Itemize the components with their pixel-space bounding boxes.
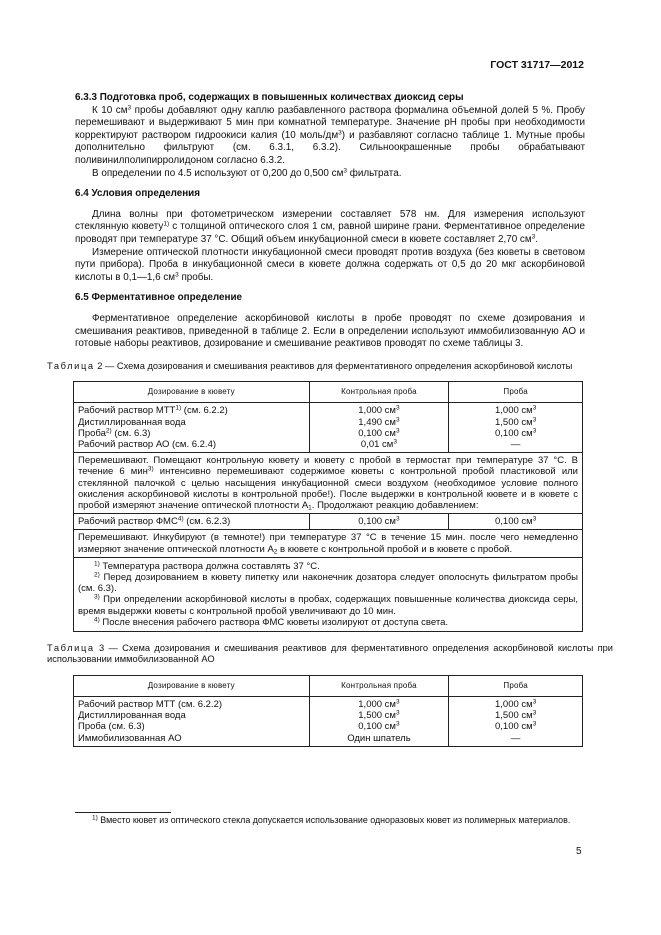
text: 0,100 см	[358, 427, 396, 439]
column-header: Проба	[449, 675, 583, 696]
text: 1,490 см	[358, 416, 396, 428]
sample-values-cell	[449, 696, 583, 746]
column-header: Дозирование в кювету	[74, 675, 310, 696]
footnote-marker: 4)	[94, 616, 100, 624]
dosing-item: Иммобилизованная АО	[78, 732, 182, 744]
subscript: 1	[308, 504, 312, 512]
dosing-item: Рабочий раствор МТТ (см. 6.2.2)	[78, 698, 223, 710]
value	[314, 417, 445, 428]
superscript: 3	[532, 709, 537, 717]
table-3	[73, 675, 583, 747]
text: пробы добавляют одну каплю разбавленного раствора формалина объемной долей 5 %. Пробу перемешивают и выдерживают 5 мин при комнатной температуре. Значение pH пробы при необходимости корректируют раствором гидроокиси калия (10 моль/дм	[75, 104, 585, 141]
paragraph	[75, 247, 585, 285]
text: Проба	[78, 427, 106, 439]
value	[314, 699, 445, 710]
dosing-cell	[74, 696, 310, 746]
value: —	[510, 732, 521, 744]
superscript: 3	[395, 709, 400, 717]
superscript: 3	[532, 404, 537, 412]
footnote-marker: 1)	[94, 560, 100, 568]
text: Перемешивают. Инкубируют (в темноте!) при температуре 37 °С в течение 15 мин. после чего немедленно измеряют значение оптической плотности А	[78, 532, 578, 555]
superscript: 3	[532, 515, 537, 523]
text: 0,01 см	[360, 438, 394, 450]
footnote-ref: 1)	[163, 220, 170, 228]
mixing-instruction-cell	[74, 453, 583, 514]
value	[314, 405, 445, 416]
text: 0,100 см	[494, 427, 533, 439]
value	[453, 699, 578, 710]
table-2	[73, 381, 583, 632]
paragraph	[75, 105, 585, 168]
text: Перемешивают. Помещают контрольную кювету и кювету с пробой в термостат при температуре 37 °С. В течение 6 мин	[78, 455, 578, 478]
page-footnote	[75, 815, 585, 827]
value	[314, 710, 445, 721]
text: пробы.	[178, 271, 214, 283]
text: 1,500 см	[494, 710, 533, 722]
text: . Продолжают реакцию добавлением:	[311, 499, 479, 511]
value: —	[510, 438, 521, 450]
text: Перед дозированием в кювету пипетку или наконечник дозатора следует ополоснуть фильтратом пробы (см. 6.3).	[78, 571, 578, 595]
superscript: 3	[395, 416, 400, 423]
dosing-cell	[74, 514, 310, 530]
dosing-item: Дистиллированная вода	[78, 710, 186, 722]
dosing-item	[78, 428, 305, 439]
value	[453, 417, 578, 428]
paragraph	[75, 168, 585, 181]
superscript: 3	[532, 416, 537, 423]
table-header-row	[74, 382, 583, 403]
text: .	[535, 233, 539, 245]
superscript: 3	[338, 129, 342, 137]
text: Температура раствора должна составлять 37 °С.	[99, 560, 320, 572]
table-row	[74, 696, 583, 746]
superscript: 3	[532, 698, 537, 706]
footnote-marker: 1)	[92, 814, 98, 822]
table-3-caption	[47, 643, 613, 666]
text: Вместо кювет из оптического стекла допускается использование одноразовых кювет из полимерных материалов.	[97, 815, 571, 825]
superscript: 3	[393, 438, 397, 446]
table-note	[78, 617, 578, 628]
control-values-cell	[309, 696, 449, 746]
caption-text: 2 — Схема дозирования и смешивания реактивов для ферментативного определения аскорбиновой кислоты	[94, 360, 573, 371]
superscript: 3	[395, 404, 400, 412]
text: (см. 6.2.2)	[181, 405, 228, 417]
column-header: Проба	[449, 382, 583, 403]
table-label: Таблица	[47, 642, 95, 653]
text: Длина волны при фотометрическом измерении составляет 578 нм. Для измерения используют стеклянную кювету	[75, 208, 585, 233]
table-row	[74, 403, 583, 453]
text: 1,500 см	[358, 710, 396, 722]
superscript: 3	[532, 427, 537, 435]
superscript: 3	[395, 720, 400, 728]
text: фильтрата.	[347, 167, 402, 179]
text: 0,100 см	[494, 516, 533, 528]
text: 1,500 см	[494, 416, 533, 428]
text: ) и разбавляют согласно таблице 1. Мутные пробы дополнительно фильтруют (см. 6.3.1, 6.3.2). Сильноокрашенные пробы обрабатывают поливинилполипирролидоном согласно 6.3.2.	[75, 129, 585, 166]
caption-text: 3 — Схема дозирования и смешивания реактивов для ферментативного определения аскорбиновой кислоты при использовании иммобилизованной АО	[47, 642, 613, 665]
text: 0,100 см	[358, 721, 396, 733]
text: (см. 6.2.3)	[183, 516, 231, 528]
superscript: 3	[531, 233, 536, 241]
value	[453, 721, 578, 732]
footnote-ref: 2)	[105, 427, 112, 435]
column-header: Контрольная проба	[309, 382, 449, 403]
text: К 10 см	[92, 104, 128, 116]
superscript: 3	[395, 515, 400, 523]
superscript: 3	[395, 427, 400, 435]
column-header: Дозирование в кювету	[74, 382, 310, 403]
sample-values-cell	[449, 403, 583, 453]
table-header-row	[74, 675, 583, 696]
superscript: 3	[343, 167, 347, 175]
dosing-item	[78, 405, 305, 416]
document-header: ГОСТ 31717—2012	[490, 59, 584, 71]
footnote-ref: 1)	[175, 404, 182, 412]
text: Измерение оптической плотности инкубационной смеси проводят против воздуха (без кюветы в световом пути прибора). Проба в инкубационной смеси в кювете должна содержать от 0,5 до 20 мкг аскорбиновой кислоты в 0,1—1,6 см	[75, 246, 585, 283]
paragraph: Ферментативное определение аскорбиновой кислоты в пробе проводят по схеме дозирования и смешивания реактивов, приведенной в таблице 2. Если в определении используют иммобилизованную АО и готовые наборы реактивов, дозирование и смешивание реактивов проводят по схеме таблицы 3.	[75, 312, 585, 350]
text: Рабочий раствор МТТ	[78, 405, 176, 417]
text: в кювете с контрольной пробой и в кювете с пробой.	[277, 543, 513, 555]
dosing-cell	[74, 403, 310, 453]
paragraph	[75, 209, 585, 247]
table-note	[78, 594, 578, 616]
table-row	[74, 453, 583, 514]
text: 0,100 см	[494, 721, 533, 733]
column-header: Контрольная проба	[309, 675, 449, 696]
superscript: 3	[175, 271, 179, 279]
footnote-divider	[75, 812, 171, 813]
page-number: 5	[576, 846, 582, 857]
page-body	[47, 92, 613, 747]
table-2-caption	[47, 361, 613, 372]
superscript: 3	[532, 720, 537, 728]
footnote-ref: 4)	[177, 515, 184, 523]
subscript: 2	[273, 548, 278, 556]
text: 1,000 см	[358, 405, 396, 417]
text: интенсивно перемешивают содержимое кюветы с контрольной пробой пластиковой или стеклянной палочкой с целью насыщения инкубационной смеси воздухом (необходимое условие полного окисления аскорбиновой кислоты в контрольной пробе!). После выдержки в контрольной кювете и в кювете с пробой измеряют значение оптической плотности А	[78, 466, 578, 511]
table-row	[74, 514, 583, 530]
text: 0,100 см	[358, 516, 396, 528]
text: 1,000 см	[494, 698, 533, 710]
value: Один шпатель	[347, 732, 411, 744]
text: (см. 6.3)	[111, 427, 151, 439]
footnote-marker: 3)	[94, 593, 100, 601]
table-note	[78, 572, 578, 594]
table-label: Таблица	[47, 360, 95, 371]
table-notes-cell	[74, 557, 583, 631]
table-notes-row	[74, 557, 583, 631]
value	[314, 439, 445, 450]
sample-value-cell	[449, 514, 583, 530]
value	[453, 428, 578, 439]
value	[453, 405, 578, 416]
section-6-5-title: 6.5 Ферментативное определение	[75, 292, 243, 304]
value	[314, 428, 445, 439]
section-6-3-3-title: 6.3.3 Подготовка проб, содержащих в повышенных количествах диоксид серы	[75, 92, 464, 103]
dosing-item: Дистиллированная вода	[78, 416, 186, 428]
text: В определении по 4.5 используют от 0,200 до 0,500 см	[92, 167, 344, 179]
value	[314, 721, 445, 732]
section-6-4-title: 6.4 Условия определения	[75, 188, 201, 200]
text: с толщиной оптического слоя 1 см, равной ширине грани. Ферментативное определение проводят при температуре 37 °С. Общий объем инкубационной смеси в кювете составляет 2,70 см	[75, 221, 585, 245]
text: После внесения рабочего раствора ФМС кюветы изолируют от доступа света.	[99, 616, 448, 628]
text: Рабочий раствор ФМС	[78, 516, 178, 528]
superscript: 3	[395, 698, 400, 706]
dosing-item: Проба (см. 6.3)	[78, 721, 145, 733]
dosing-item: Рабочий раствор АО (см. 6.2.4)	[78, 438, 217, 450]
text: 1,000 см	[358, 698, 396, 710]
footnote-marker: 2)	[94, 571, 100, 579]
table-note	[78, 561, 578, 572]
control-values-cell	[309, 403, 449, 453]
text: При определении аскорбиновой кислоты в пробах, содержащих повышенные количества диоксида серы, время выдержки кюветы с контрольной пробой увеличивают до 10 мин.	[78, 594, 578, 617]
mixing-instruction-cell	[74, 530, 583, 557]
superscript: 3	[127, 104, 132, 112]
text: 1,000 см	[494, 405, 533, 417]
table-row	[74, 530, 583, 557]
footnote-ref: 3)	[147, 465, 154, 473]
control-value-cell	[309, 514, 449, 530]
value	[453, 710, 578, 721]
